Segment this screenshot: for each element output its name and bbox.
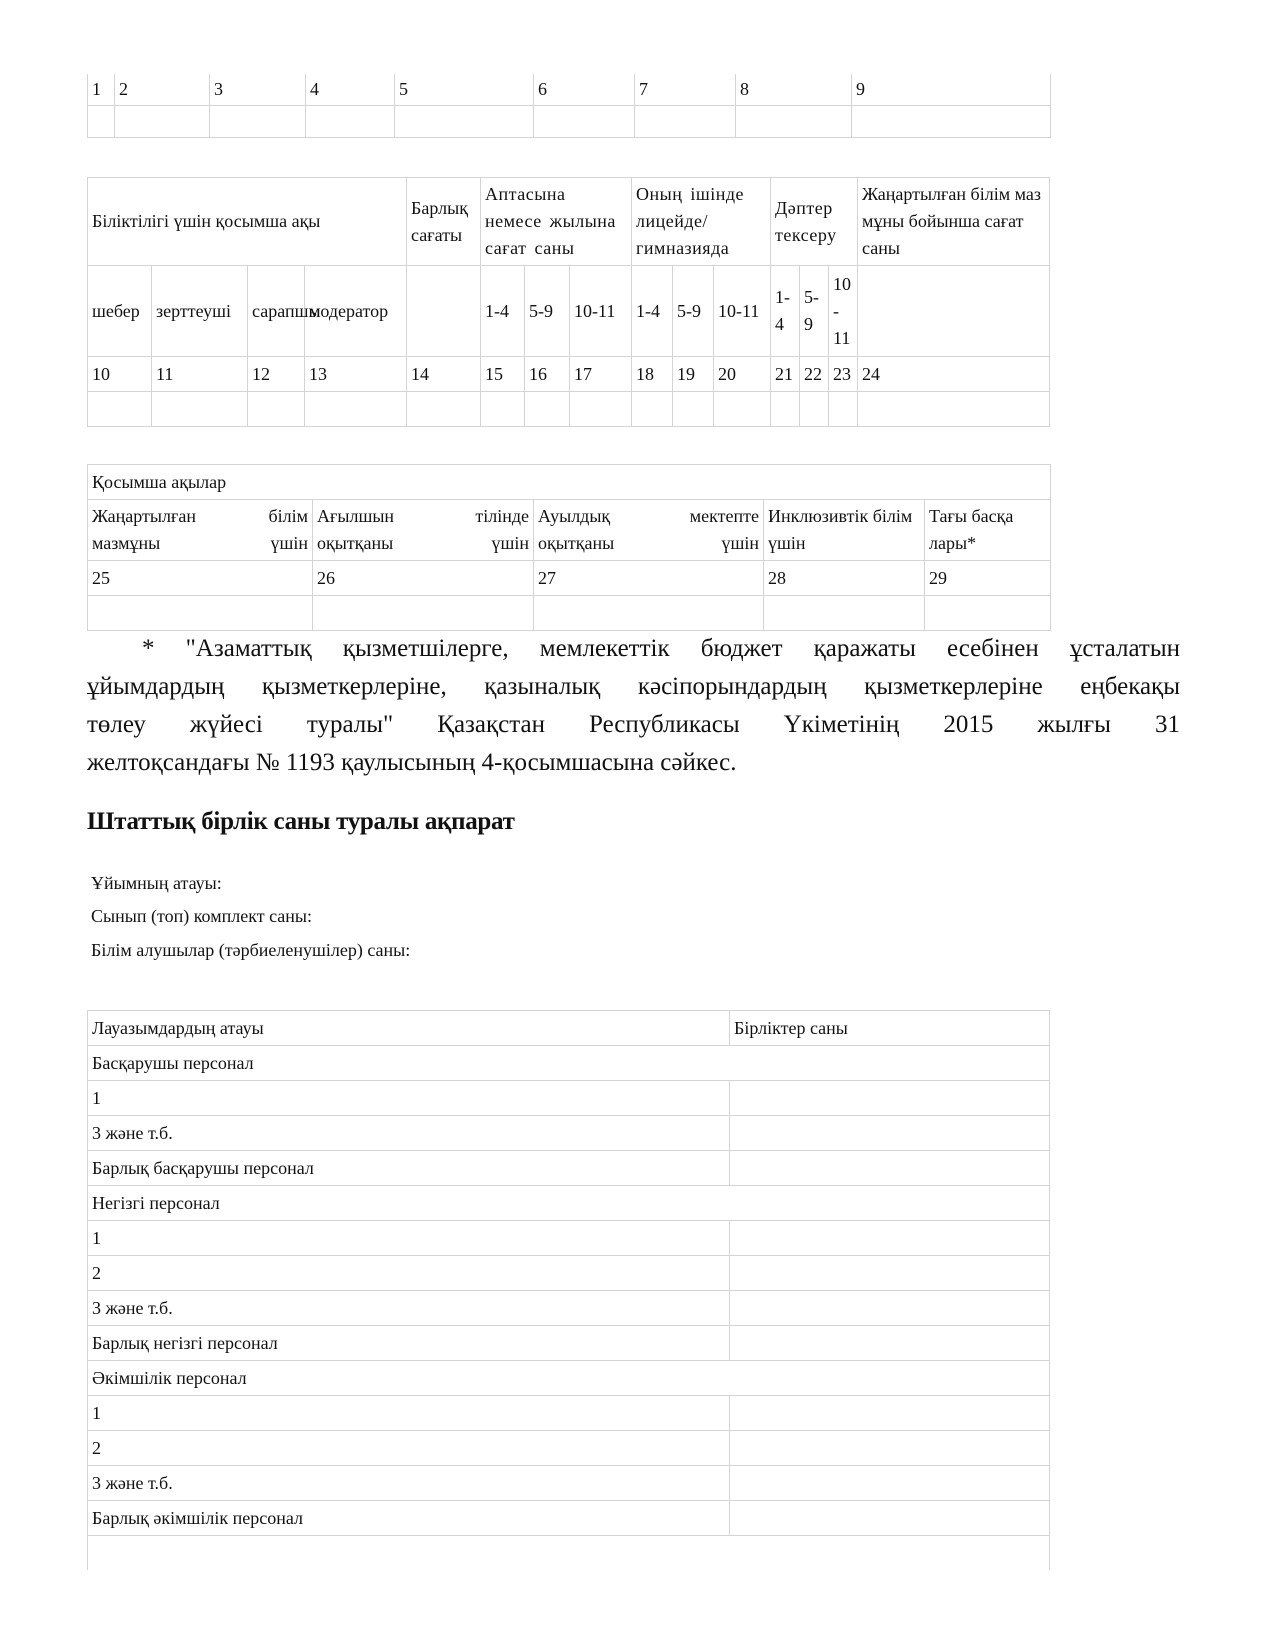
qualification-bonus-header: Біліктілігі үшін қосымша ақы	[88, 178, 407, 266]
units-cell	[730, 1116, 1050, 1151]
grade-range-header: 1-4	[632, 266, 673, 357]
notebook-check-header: Дәптер тексеру	[771, 178, 858, 266]
position-cell: Барлық басқарушы персонал	[88, 1151, 730, 1186]
position-cell: 2	[88, 1431, 730, 1466]
table-cell	[248, 392, 305, 427]
table-cell	[829, 392, 858, 427]
table-cell	[525, 392, 570, 427]
footnote-line: * "Азаматтық қызметшілерге, мемлекеттік бюджет қаражаты есебінен ұсталатын	[142, 635, 1180, 662]
table-cell: 18	[632, 357, 673, 392]
table-cell: 1	[88, 74, 115, 106]
units-cell	[730, 1256, 1050, 1291]
table-header-row	[88, 178, 1050, 266]
group-total-row	[88, 1501, 1050, 1536]
position-cell: 2	[88, 1256, 730, 1291]
inclusive-education-column: Инклюзивтік білім үшін	[764, 500, 925, 561]
table-cell: 28	[764, 561, 925, 596]
position-cell: 1	[88, 1396, 730, 1431]
table-cell	[852, 106, 1051, 138]
continuation-cell	[88, 1536, 1050, 1571]
table-cell: 29	[925, 561, 1051, 596]
table-cell	[534, 106, 635, 138]
position-cell: 3 және т.б.	[88, 1291, 730, 1326]
table-cell	[152, 392, 248, 427]
table-cell: 7	[635, 74, 736, 106]
table-row	[88, 1256, 1050, 1291]
table-row	[88, 1466, 1050, 1501]
section-title: Штаттық бірлік саны туралы ақпарат	[87, 808, 515, 835]
table-cell: 4	[306, 74, 395, 106]
table-cell: 14	[407, 357, 481, 392]
table-row	[88, 1431, 1050, 1466]
grade-range-header: 10 - 11	[829, 266, 858, 357]
table-cell: 20	[714, 357, 771, 392]
units-cell	[730, 1396, 1050, 1431]
table-cell	[673, 392, 714, 427]
units-cell	[730, 1326, 1050, 1361]
units-cell	[730, 1291, 1050, 1326]
units-cell	[730, 1081, 1050, 1116]
footnote-line: төлеу жүйесі туралы" Қазақстан Республикасы Үкіметінің 2015 жылғы 31	[87, 711, 1180, 738]
group-header-row	[88, 1046, 1050, 1081]
table-cell: 27	[534, 561, 764, 596]
table-cell: 24	[858, 357, 1050, 392]
table-cell: 9	[852, 74, 1051, 106]
group-total-row	[88, 1151, 1050, 1186]
column-label: Жаңартылған білім мазмұны үшін	[92, 506, 308, 553]
table-row	[88, 392, 1050, 427]
group-total-row	[88, 1326, 1050, 1361]
extra-payments-table	[87, 464, 1051, 631]
units-cell	[730, 1501, 1050, 1536]
updated-content-hours-header: Жаңартылған білім маз мұны бойынша сағат саны	[858, 178, 1050, 266]
table-cell: 21	[771, 357, 800, 392]
table-row	[88, 1116, 1050, 1151]
table-cell: 23	[829, 357, 858, 392]
table-cell: 11	[152, 357, 248, 392]
position-cell: Барлық негізгі персонал	[88, 1326, 730, 1361]
table-row	[88, 74, 1051, 106]
table-cell	[925, 596, 1051, 631]
column-number-row	[88, 357, 1050, 392]
table-row	[88, 1221, 1050, 1256]
total-hours-subheader	[407, 266, 481, 357]
table-cell: 2	[115, 74, 210, 106]
updated-content-subheader	[858, 266, 1050, 357]
grade-range-header: 10-11	[714, 266, 771, 357]
table-cell: 15	[481, 357, 525, 392]
table-cell	[736, 106, 852, 138]
column-label: Ауылдық мектепте оқытқаны үшін	[538, 506, 759, 553]
units-count-header: Бірліктер саны	[730, 1011, 1050, 1046]
table-header-row	[88, 465, 1051, 500]
table-row	[88, 1396, 1050, 1431]
group-header-row	[88, 1361, 1050, 1396]
expert-header: сарапшы	[248, 266, 305, 357]
table-cell	[570, 392, 632, 427]
org-name-label: Ұйымның атауы:	[91, 873, 222, 893]
footnote-line: ұйымдардың қызметкерлеріне, қазыналық кәсіпорындардың қызметкерлеріне еңбекақы	[87, 673, 1180, 700]
table-cell: 8	[736, 74, 852, 106]
table-header-row	[88, 1011, 1050, 1046]
table-cell	[534, 596, 764, 631]
hours-per-week-header: Аптасына немесе жылына сағат саны	[481, 178, 632, 266]
extra-payments-title: Қосымша ақылар	[88, 465, 1051, 500]
table-cell	[714, 392, 771, 427]
table-cell	[305, 392, 407, 427]
table-cell: 10	[88, 357, 152, 392]
column-number-table	[87, 74, 1051, 138]
table-cell: 22	[800, 357, 829, 392]
moderator-header: модератор	[305, 266, 407, 357]
table-cell	[313, 596, 534, 631]
table-row	[88, 1291, 1050, 1326]
table-cell	[407, 392, 481, 427]
table-cell: 5	[395, 74, 534, 106]
table-cell	[306, 106, 395, 138]
table-cell: 13	[305, 357, 407, 392]
units-cell	[730, 1431, 1050, 1466]
table-row	[88, 1536, 1050, 1571]
administrative-staff-title: Әкімшілік персонал	[88, 1361, 1050, 1396]
table-cell	[210, 106, 306, 138]
table-header-row	[88, 266, 1050, 357]
table-cell	[800, 392, 829, 427]
table-cell: 19	[673, 357, 714, 392]
grade-range-header: 5- 9	[800, 266, 829, 357]
position-cell: Барлық әкімшілік персонал	[88, 1501, 730, 1536]
table-row	[88, 596, 1051, 631]
column-label: Ағылшын тілінде оқытқаны үшін	[317, 506, 529, 553]
position-name-header: Лауазымдардың атауы	[88, 1011, 730, 1046]
table-row	[88, 106, 1051, 138]
english-teaching-column	[313, 500, 534, 561]
bonus-hours-table	[87, 177, 1050, 427]
master-header: шебер	[88, 266, 152, 357]
position-cell: 3 және т.б.	[88, 1116, 730, 1151]
position-cell: 1	[88, 1081, 730, 1116]
units-cell	[730, 1151, 1050, 1186]
table-cell	[771, 392, 800, 427]
table-cell: 16	[525, 357, 570, 392]
footnote-line: желтоқсандағы № 1193 қаулысының 4-қосымшасына сәйкес.	[87, 749, 737, 776]
group-header-row	[88, 1186, 1050, 1221]
table-cell	[395, 106, 534, 138]
table-cell	[764, 596, 925, 631]
position-cell: 1	[88, 1221, 730, 1256]
other-column: Тағы басқа лары*	[925, 500, 1051, 561]
total-hours-header: Барлық сағаты	[407, 178, 481, 266]
table-cell	[635, 106, 736, 138]
management-staff-title: Басқарушы персонал	[88, 1046, 1050, 1081]
staff-units-table	[87, 1010, 1050, 1570]
table-cell: 12	[248, 357, 305, 392]
table-cell	[858, 392, 1050, 427]
table-cell	[632, 392, 673, 427]
grade-range-header: 1- 4	[771, 266, 800, 357]
position-cell: 3 және т.б.	[88, 1466, 730, 1501]
researcher-header: зерттеуші	[152, 266, 248, 357]
main-staff-title: Негізгі персонал	[88, 1186, 1050, 1221]
footnote	[87, 630, 1180, 782]
units-cell	[730, 1466, 1050, 1501]
grade-range-header: 5-9	[525, 266, 570, 357]
column-number-row	[88, 561, 1051, 596]
table-cell	[115, 106, 210, 138]
updated-content-column	[88, 500, 313, 561]
table-header-row	[88, 500, 1051, 561]
table-cell: 3	[210, 74, 306, 106]
rural-school-column	[534, 500, 764, 561]
grade-range-header: 10-11	[570, 266, 632, 357]
class-sets-label: Сынып (топ) комплект саны:	[91, 906, 312, 926]
table-cell	[88, 392, 152, 427]
grade-range-header: 5-9	[673, 266, 714, 357]
table-cell	[88, 106, 115, 138]
table-cell: 25	[88, 561, 313, 596]
table-cell: 6	[534, 74, 635, 106]
lyceum-hours-header: Оның ішінде лицейде/ гимназияда	[632, 178, 771, 266]
students-count-label: Білім алушылар (тәрбиеленушілер) саны:	[91, 940, 411, 960]
table-cell	[88, 596, 313, 631]
units-cell	[730, 1221, 1050, 1256]
table-cell: 26	[313, 561, 534, 596]
grade-range-header: 1-4	[481, 266, 525, 357]
table-row	[88, 1081, 1050, 1116]
table-cell	[481, 392, 525, 427]
table-cell: 17	[570, 357, 632, 392]
